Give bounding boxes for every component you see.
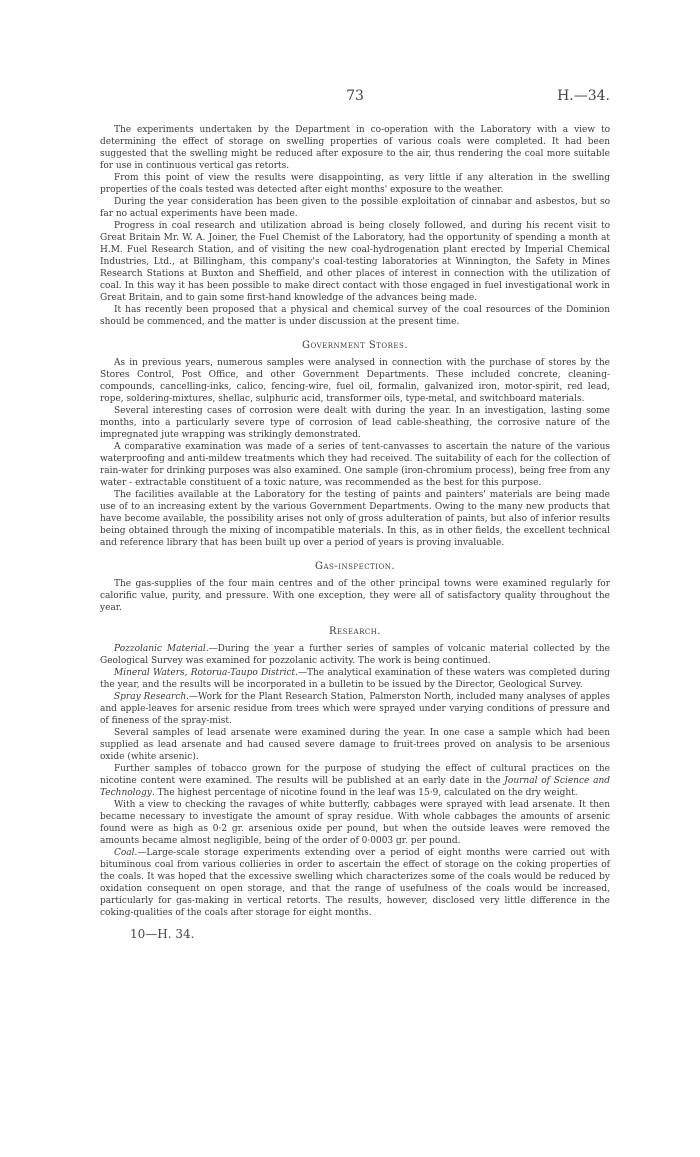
paragraph-text: The experiments undertaken by the Department in co-operation with the Laboratory with a view to determining the effect of storage on swelling properties of various coals were completed. It had been suggested that the swelling might be reduced after exposure to the air, thus rendering the coal more suitable for use in continuous vertical gas retorts.: [100, 125, 610, 171]
paragraph: [100, 172, 610, 196]
paragraph-text: With a view to checking the ravages of white butterfly, cabbages were sprayed with lead arsenate. It then became necessary to investigate the amount of spray residue. With whole cabbages the amounts of arsenic found were as high as 0·2 gr. arsenious oxide per pound, but when the outside leaves were removed the amounts became almost negligible, being of the order of 0·0003 gr. per pound.: [100, 800, 610, 846]
paragraph: [100, 847, 610, 919]
paragraph: [100, 124, 610, 172]
paragraph-text: —Large-scale storage experiments extending over a period of eight months were carried out with bituminous coal from various collieries in order to ascertain the effect of storage on the coking properties of the coals. It was hoped that the excessive swelling which characterizes some of the coals would be reduced by oxidation consequent on open storage, and that the range of usefulness of the coals would be increased, particularly for gas-making in vertical retorts. The results, however, disclosed very little difference in the coking-qualities of the coals after storage for eight months.: [100, 848, 610, 918]
section-heading: Gas-inspection.: [314, 561, 396, 572]
paragraph: [100, 578, 610, 614]
section-heading: Government Stores.: [301, 340, 409, 351]
paragraph: [100, 196, 610, 220]
paragraph-text-tail: . The highest percentage of nicotine found in the leaf was 15·9, calculated on the dry weight.: [151, 788, 578, 798]
paragraph-text: Progress in coal research and utilization abroad is being closely followed, and during his recent visit to Great Britain Mr. W. A. Joiner, the Fuel Chemist of the Laboratory, had the opportunity of spending a month at H.M. Fuel Research Station, and of visiting the new coal-hydrogenation plant erected by Imperial Chemical Industries, Ltd., at Billingham, this company's coal-testing laboratories at Winnington, the Safety in Mines Research Stations at Buxton and Sheffield, and other places of interest in connection with the utilization of coal. In this way it has been possible to make direct contact with those engaged in fuel investigational work in Great Britain, and to gain some first-hand knowledge of the advances being made.: [100, 221, 610, 303]
paragraph: [100, 799, 610, 847]
section: [100, 124, 610, 328]
paragraph-text: Several samples of lead arsenate were examined during the year. In one case a sample which had been supplied as lead arsenate and had caused severe damage to fruit-trees proved on analysis to be arsenious oxide (white arsenic).: [100, 728, 610, 762]
page-header: [100, 88, 610, 108]
paragraph-lead-title: Pozzolanic Material.: [114, 644, 209, 654]
paragraph-text: As in previous years, numerous samples were analysed in connection with the purchase of stores by the Stores Control, Post Office, and other Government Departments. These included concrete, cleaning-compounds, cancelling-inks, calico, fencing-wire, fuel oil, formalin, galvanized iron, motor-spirit, red lead, rope, soldering-mixtures, shellac, sulphuric acid, transformer oils, type-metal, and switchboard materials.: [100, 358, 610, 404]
paragraph-lead-title: Coal.: [114, 848, 138, 858]
paragraph: [100, 691, 610, 727]
paragraph: [100, 220, 610, 304]
paragraph-text: Further samples of tobacco grown for the purpose of studying the effect of cultural practices on the nicotine content were examined. The results will be published at an early date in the: [100, 764, 610, 786]
paragraph: [100, 727, 610, 763]
paragraph-text: —The analytical examination of these waters was completed during the year, and the results will be incorporated in a bulletin to be issued by the Director, Geological Survey.: [100, 668, 610, 690]
paragraph: [100, 357, 610, 405]
section-heading: Research.: [328, 626, 381, 637]
paragraph: [100, 441, 610, 489]
paragraph-text: The gas-supplies of the four main centres and of the other principal towns were examined regularly for calorific value, purity, and pressure. With one exception, they were all of satisfactory quality throughout the year.: [100, 579, 610, 613]
section: [100, 561, 610, 614]
page-number: 73: [346, 88, 364, 104]
paragraph-text: From this point of view the results were disappointing, as very little if any alteration in the swelling properties of the coals tested was detected after eight months' exposure to the weather.: [100, 173, 610, 195]
paragraph: [100, 489, 610, 549]
paragraph-lead-title: Mineral Waters, Rotorua-Taupo District.: [114, 668, 298, 678]
paragraph-text: The facilities available at the Laboratory for the testing of paints and painters' materials are being made use of to an increasing extent by the various Government Departments. Owing to the many new products that have become available, the possibility arises not only of gross adulteration of paints, but also of inferior results being obtained through the mixing of incompatible materials. In this, as in other fields, the excellent technical and reference library that has been built up over a period of years is proving invaluable.: [100, 490, 610, 548]
page-footer-signature: 10—H. 34.: [130, 927, 195, 941]
paragraph-text: A comparative examination was made of a series of tent-canvasses to ascertain the nature of the various waterproofing and anti-mildew treatments which they had received. The suitability of each for the collection of rain-water for drinking purposes was also examined. One sample (iron-chromium process), being free from any water - extractable constituent of a toxic nature, was recommended as the best for this purpose.: [100, 442, 610, 488]
paragraph: [100, 643, 610, 667]
paragraph: [100, 667, 610, 691]
paragraph: [100, 763, 610, 799]
paragraph-text: During the year consideration has been given to the possible exploitation of cinnabar and asbestos, but so far no actual experiments have been made.: [100, 197, 610, 219]
section: [100, 340, 610, 549]
paragraph-lead-title: Spray Research.: [114, 692, 190, 702]
paragraph-text: —Work for the Plant Research Station, Palmerston North, included many analyses of apples and apple-leaves for arsenic residue from trees which were sprayed under varying conditions of pressure and of fineness of the spray-mist.: [100, 692, 610, 726]
paragraph: [100, 405, 610, 441]
paragraph-text: —During the year a further series of samples of volcanic material collected by the Geological Survey was examined for pozzolanic activity. The work is being continued.: [100, 644, 610, 666]
document-body: [100, 124, 610, 919]
journal-reference: Journal of Science and Technology: [100, 776, 611, 798]
paragraph: [100, 304, 610, 328]
section: [100, 626, 610, 919]
paragraph-text: Several interesting cases of corrosion were dealt with during the year. In an investigation, lasting some months, into a particularly severe type of corrosion of lead cable-sheathing, the corrosive nature of the impregnated jute wrapping was strikingly demonstrated.: [100, 406, 610, 440]
paragraph-text: It has recently been proposed that a physical and chemical survey of the coal resources of the Dominion should be commenced, and the matter is under discussion at the present time.: [100, 305, 610, 327]
document-reference: H.—34.: [557, 88, 610, 104]
